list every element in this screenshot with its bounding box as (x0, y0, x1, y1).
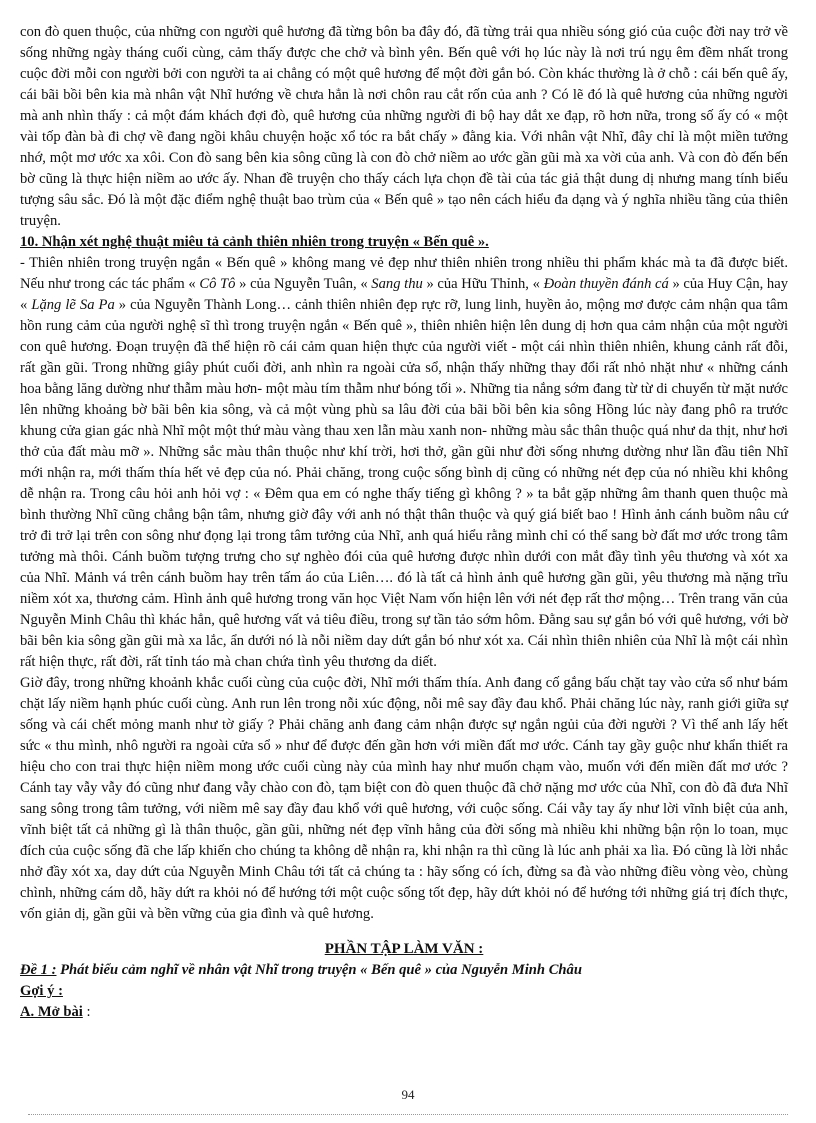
work-title: Cô Tô (199, 276, 236, 292)
part-title: PHẦN TẬP LÀM VĂN : (324, 941, 484, 957)
essay-prompt-1 (20, 960, 788, 981)
page-number: 94 (401, 1087, 415, 1102)
section-10-paragraph-1: - Thiên nhiên trong truyện ngắn « Bến quê » không mang vẻ đẹp như thiên nhiên trong nhiều thi phẩm khác mà ta đã được biết. Nếu như trong các tác phẩm « Cô Tô » của Nguyễn Tuân, « Sang thu » của Hữu Thỉnh, « Đoàn thuyền đánh cá » của Huy Cận, hay « Lặng lẽ Sa Pa » của Nguyễn Thành Long… cảnh thiên nhiên đẹp rực rỡ, lung linh, huyền ảo, mộng mơ được cảm nhận qua tâm hồn rung cảm của người nghệ sĩ thì trong truyện ngắn « Bến quê », thiên nhiên hiện lên dung dị hơn qua cảm nhận của một người con quê hương. Đoạn truyện đã thể hiện rõ cái cảm quan hiện thực của người viết - một cái nhìn thiên nhiên, khung cảnh rất đỗi, rất gần gũi. Trong những giây phút cuối đời, anh nhìn ra ngoài cửa sổ, nhận thấy những thay đổi rất nhỏ nhặt như « những cánh hoa bằng lăng dường như thẫm màu hơn- một màu tím thẫm như bóng tối ». Những tia nắng sớm đang từ từ di chuyển từ mặt nước lên những khoảng bờ bãi bên kia sông, và cả một vùng phù sa lâu đời của bãi bồi bên kia sông Hồng lúc này đang phô ra trước khung cửa gian gác nhà Nhĩ một một thứ màu vàng thau xen lẫn màu xanh non- những màu sắc thân thuộc quá như da thịt, như hơi thở của đất màu mỡ ». Những sắc màu thân thuộc như khí trời, hơi thở, gần gũi như đời sống nhưng dường như lần đầu tiên Nhĩ mới nhận ra, mới thấm thía hết vẻ đẹp của nó. Phải chăng, trong cuộc sống bình dị cũng có những nét đẹp của nó nhiều khi không dễ nhận ra. Trong câu hỏi anh hỏi vợ : « Đêm qua em có nghe thấy tiếng gì không ? » ta bắt gặp những âm thanh quen thuộc mà bình thường Nhĩ cũng chẳng bận tâm, nhưng giờ đây với anh nó thật thân thuộc và quý giá biết bao ! Hình ảnh cánh buồm nâu cứ trở đi trở lại trên con sông như đọng lại trong tâm tưởng của Nhĩ, anh quá hiểu rằng mình chỉ có thể sang bờ đất mơ ước trong tâm tưởng mà thôi. Cánh buồm tượng trưng cho sự nghèo đói của quê hương được nhìn dưới con mắt đầy tình yêu thương và xót xa của Nhĩ. Mảnh vá trên cánh buồm hay trên tấm áo của Liên…. đó là tất cả hình ảnh quê hương gần gũi, yêu thương mà nặng trĩu niềm xót xa, thương cảm. Hình ảnh quê hương trong văn học Việt Nam vốn hiện lên với nét đẹp rất thơ mộng… Trên trang văn của Nguyễn Minh Châu thì khác hẳn, quê hương vất vả tiêu điều, trong sự tần tảo sớm hôm. Đằng sau sự gắn bó với quê hương, với bờ bãi bên kia sông gần gũi mà xa lắc, ẩn dưới nó là nỗi niềm day dứt gắn bó như xót xa. Cái nhìn thiên nhiên của Nhĩ là một cái nhìn rất hiện thực, rất đời, rất tỉnh táo mà chan chứa tình yêu thương da diết. (20, 255, 789, 670)
work-title: Lặng lẽ Sa Pa (31, 297, 115, 313)
section-10-heading: 10. Nhận xét nghệ thuật miêu tả cảnh thiên nhiên trong truyện « Bến quê ». (20, 234, 489, 250)
prompt-label: Đề 1 : (20, 962, 57, 978)
work-title: Đoàn thuyền đánh cá (543, 276, 669, 292)
intro-section-heading: A. Mở bài : (20, 1004, 91, 1020)
document-page (20, 22, 788, 1023)
suggestion-heading: Gợi ý : (20, 983, 63, 999)
section-10-paragraph-2: Giờ đây, trong những khoảnh khắc cuối cùng của cuộc đời, Nhĩ mới thấm thía. Anh đang cố gắng bấu chặt tay vào cửa sổ như bám chặt lấy niềm hạnh phúc cuối cùng. Anh run lên trong nỗi xúc động, nỗi mê say đầy đau khổ. Phải chăng lúc này, ranh giới giữa sự sống và cái chết mỏng manh như tờ giấy ? Phải chăng anh đang cảm nhận được sự ngắn ngủi của đời người ? Vì thế anh lấy hết sức « thu mình, nhô người ra ngoài cửa sổ » như để được đến gần hơn với miền đất mơ ước. Cánh tay gầy guộc như khẩn thiết ra hiệu cho con trai thực hiện niềm mong ước cuối cùng này của mình hay như muốn chạm vào, muốn với đến miền đất mơ ước ? Cánh tay vẫy vẫy đó cũng như đang vẫy chào con đò, tạm biệt con đò quen thuộc đã chở nặng mơ ước của Nhĩ, con đò đã đưa Nhĩ sang sông trong tâm tưởng, với niềm mê say đầy đau khổ với quê hương, với cuộc sống. Cái vẫy tay ấy như lời vĩnh biệt của anh, vĩnh biệt tất cả những gì là thân thuộc, gần gũi, những nét đẹp vĩnh hằng của đời sống mà nhiều khi những bận rộn lo toan, mục đích của cuộc sống đã che lấp khiến cho chúng ta không dễ nhận ra, khi nhận ra thì cũng là lúc anh phải xa lìa. Đó cũng là lời nhắc nhở đầy xót xa, day dứt của Nguyễn Minh Châu tới tất cả chúng ta : hãy sống có ích, đừng sa đà vào những điều vòng vèo, chùng chình, những cám dỗ, hãy dứt ra khỏi nó để hướng tới một cuộc sống tốt đẹp, hãy dứt khỏi nó để hướng tới những giá trị đích thực, vốn giản dị, gần gũi và bền vững của gia đình và quê hương. (20, 675, 788, 922)
prompt-text: Phát biểu cảm nghĩ về nhân vật Nhĩ trong truyện « Bến quê » của Nguyễn Minh Châu (56, 962, 582, 978)
intro-paragraph: con đò quen thuộc, của những con người quê hương đã từng bôn ba đây đó, đã từng trải qua nhiều sóng gió của cuộc đời nay trở về sống những ngày tháng cuối cùng, cảm thấy được che chở và bình yên. Bến quê với họ lúc này là nơi trú ngụ êm đềm nhất trong cuộc đời mỗi con người bởi con người ta ai chẳng có một quê hương để một đời gắn bó. Còn khác thường là ở chỗ : cái bến quê ấy, cái bãi bồi bên kia mà nhân vật Nhĩ hướng về chưa hẳn là nơi chôn rau cắt rốn của anh ? Có lẽ đó là quê hương của những người mà anh nhìn thấy : cả một đám khách đợi đò, quê hương của những người đi bộ hay dắt xe đạp, rõ hơn nữa, trong số ấy có « một vài tốp đàn bà đi chợ về đang ngồi khâu chuyện hoặc xổ tóc ra bắt chấy » đằng kia. Với nhân vật Nhĩ, đây chỉ là một miền tưởng nhớ, một mơ ước xa xôi. Con đò sang bên kia sông cũng là con đò chở niềm ao ước gần gũi mà xa vời của anh. Và con đò đến bến bờ cũng là thực hiện niềm ao ước ấy. Nhan đề truyện cho thấy cách lựa chọn đề tài của tác giả thật dung dị nhưng mang tính biểu tượng sâu sắc. Đó là một đặc điểm nghệ thuật bao trùm của « Bến quê » tạo nên cách hiểu đa dạng và ý nghĩa nhiều tầng của thiên truyện. (20, 24, 788, 229)
work-title: Sang thu (371, 276, 423, 292)
footer-divider (28, 1114, 788, 1115)
